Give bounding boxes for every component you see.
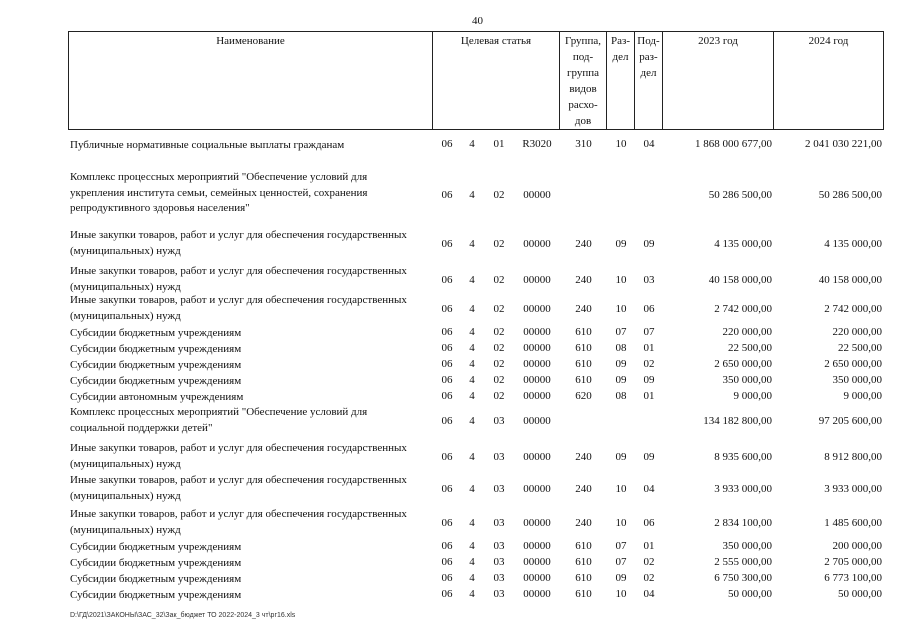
row-c3: 02 <box>493 189 505 201</box>
row-c2: 4 <box>469 138 475 150</box>
row-grp: 240 <box>575 451 592 463</box>
row-c4: 00000 <box>523 342 551 354</box>
row-name: Иные закупки товаров, работ и услуг для обеспечения государственных (муниципальных) нужд <box>70 294 407 322</box>
row-c4: 00000 <box>523 274 551 286</box>
header-section-line: дел <box>612 51 629 63</box>
row-sec: 09 <box>615 572 627 584</box>
row-name: Субсидии бюджетным учреждениям <box>70 359 242 371</box>
row-grp: 240 <box>575 274 592 286</box>
row-v2023: 40 158 000,00 <box>708 274 772 286</box>
table-row <box>68 556 884 572</box>
row-c1: 06 <box>441 483 453 495</box>
row-grp: 610 <box>575 540 592 552</box>
row-c2: 4 <box>469 483 475 495</box>
row-sub: 01 <box>643 390 655 402</box>
row-c2: 4 <box>469 303 475 315</box>
table-row <box>68 326 884 342</box>
row-grp: 610 <box>575 572 592 584</box>
header-subsection-line: дел <box>640 67 657 79</box>
row-name: Субсидии бюджетным учреждениям <box>70 557 242 569</box>
row-c3: 02 <box>493 238 505 250</box>
row-c1: 06 <box>441 572 453 584</box>
row-c4: 00000 <box>523 540 551 552</box>
row-c2: 4 <box>469 517 475 529</box>
row-c3: 03 <box>493 572 505 584</box>
row-v2023: 2 742 000,00 <box>714 303 772 315</box>
row-grp: 610 <box>575 588 592 600</box>
row-c1: 06 <box>441 556 453 568</box>
row-c1: 06 <box>441 238 453 250</box>
row-v2024: 3 933 000,00 <box>824 483 882 495</box>
row-sub: 04 <box>643 588 655 600</box>
row-name: Иные закупки товаров, работ и услуг для обеспечения государственных (муниципальных) нужд <box>70 265 407 293</box>
table-row <box>68 508 884 540</box>
row-v2023: 3 933 000,00 <box>714 483 772 495</box>
row-v2024: 97 205 600,00 <box>818 415 882 427</box>
row-v2023: 8 935 600,00 <box>714 451 772 463</box>
header-target <box>433 32 560 129</box>
row-v2023: 2 555 000,00 <box>714 556 772 568</box>
row-c1: 06 <box>441 517 453 529</box>
row-c3: 03 <box>493 540 505 552</box>
row-v2023: 6 750 300,00 <box>714 572 772 584</box>
row-sec: 09 <box>615 374 627 386</box>
row-v2024: 22 500,00 <box>838 342 882 354</box>
row-v2024: 350 000,00 <box>832 374 882 386</box>
row-c3: 03 <box>493 483 505 495</box>
row-c1: 06 <box>441 540 453 552</box>
page-number: 40 <box>472 15 483 27</box>
table-row <box>68 342 884 358</box>
row-name: Субсидии бюджетным учреждениям <box>70 589 242 601</box>
table-row <box>68 358 884 374</box>
row-sec: 08 <box>615 342 627 354</box>
row-sec: 07 <box>615 326 627 338</box>
row-c4: 00000 <box>523 326 551 338</box>
row-sec: 10 <box>615 483 627 495</box>
row-c2: 4 <box>469 556 475 568</box>
row-name: Субсидии бюджетным учреждениям <box>70 573 242 585</box>
row-c4: 00000 <box>523 238 551 250</box>
header-subsection-line: раз- <box>639 51 658 63</box>
row-c4: R3020 <box>522 138 552 150</box>
row-c2: 4 <box>469 390 475 402</box>
header-group-line: группа <box>566 67 600 79</box>
row-grp: 240 <box>575 483 592 495</box>
table-row <box>68 474 884 506</box>
row-sec: 10 <box>615 588 627 600</box>
row-v2023: 350 000,00 <box>722 540 772 552</box>
row-name: Субсидии бюджетным учреждениям <box>70 327 242 339</box>
row-c3: 03 <box>493 588 505 600</box>
row-c4: 00000 <box>523 451 551 463</box>
header-section-line: Раз- <box>610 35 630 47</box>
row-sec: 10 <box>615 303 627 315</box>
row-v2023: 134 182 800,00 <box>703 415 772 427</box>
row-sub: 07 <box>643 326 655 338</box>
header-section <box>607 32 635 129</box>
row-c4: 00000 <box>523 588 551 600</box>
row-c1: 06 <box>441 374 453 386</box>
row-v2023: 9 000,00 <box>733 390 772 402</box>
row-c2: 4 <box>469 326 475 338</box>
row-c2: 4 <box>469 274 475 286</box>
row-v2024: 1 485 600,00 <box>824 517 882 529</box>
row-sub: 04 <box>643 483 655 495</box>
header-name <box>68 32 433 129</box>
row-sec: 10 <box>615 517 627 529</box>
row-sub: 03 <box>643 274 655 286</box>
row-sub: 06 <box>643 303 655 315</box>
row-c3: 02 <box>493 303 505 315</box>
row-c4: 00000 <box>523 374 551 386</box>
table-row <box>68 138 884 154</box>
row-name: Публичные нормативные социальные выплаты гражданам <box>70 139 345 151</box>
row-c1: 06 <box>441 451 453 463</box>
row-v2024: 40 158 000,00 <box>818 274 882 286</box>
row-name: Субсидии бюджетным учреждениям <box>70 343 242 355</box>
row-v2024: 2 650 000,00 <box>824 358 882 370</box>
header-group-line: видов <box>569 83 597 95</box>
row-name: Субсидии бюджетным учреждениям <box>70 541 242 553</box>
row-sub: 01 <box>643 342 655 354</box>
row-name: Комплекс процессных мероприятий "Обеспечение условий для укрепления института семьи, семейных ценностей, сохранения репродуктивного здоровья населения" <box>70 171 368 214</box>
header-group <box>560 32 607 129</box>
row-c1: 06 <box>441 588 453 600</box>
row-c3: 03 <box>493 415 505 427</box>
table-row <box>68 572 884 588</box>
table-row <box>68 171 884 221</box>
row-c3: 02 <box>493 274 505 286</box>
row-c1: 06 <box>441 358 453 370</box>
row-v2024: 50 000,00 <box>838 588 882 600</box>
row-c4: 00000 <box>523 303 551 315</box>
row-v2024: 2 742 000,00 <box>824 303 882 315</box>
row-name: Комплекс процессных мероприятий "Обеспечение условий для социальной поддержки детей" <box>70 406 368 434</box>
header-subsection-line: Под- <box>637 35 660 47</box>
row-sec: 07 <box>615 540 627 552</box>
header-group-line: дов <box>574 115 592 127</box>
row-c1: 06 <box>441 189 453 201</box>
row-c2: 4 <box>469 572 475 584</box>
row-c1: 06 <box>441 274 453 286</box>
row-grp: 610 <box>575 374 592 386</box>
row-v2024: 50 286 500,00 <box>818 189 882 201</box>
row-c4: 00000 <box>523 556 551 568</box>
table-row <box>68 540 884 556</box>
header-group-line: под- <box>572 51 594 63</box>
row-c3: 02 <box>493 358 505 370</box>
row-c2: 4 <box>469 374 475 386</box>
header-subsection <box>635 32 663 129</box>
row-grp: 240 <box>575 303 592 315</box>
row-c4: 00000 <box>523 483 551 495</box>
header-group-line: расхо- <box>568 99 598 111</box>
row-c3: 03 <box>493 451 505 463</box>
row-c3: 02 <box>493 390 505 402</box>
row-c3: 02 <box>493 326 505 338</box>
row-v2023: 4 135 000,00 <box>714 238 772 250</box>
row-name: Субсидии автономным учреждениям <box>70 391 244 403</box>
row-sec: 10 <box>615 274 627 286</box>
row-name: Иные закупки товаров, работ и услуг для обеспечения государственных (муниципальных) нужд <box>70 442 407 470</box>
row-v2024: 200 000,00 <box>832 540 882 552</box>
row-c4: 00000 <box>523 415 551 427</box>
row-sub: 09 <box>643 374 655 386</box>
row-v2023: 1 868 000 677,00 <box>695 138 772 150</box>
header-2024-label: 2024 год <box>808 35 849 47</box>
row-sec: 09 <box>615 238 627 250</box>
row-c3: 03 <box>493 556 505 568</box>
row-grp: 610 <box>575 342 592 354</box>
row-v2024: 2 705 000,00 <box>824 556 882 568</box>
row-c2: 4 <box>469 415 475 427</box>
row-v2023: 350 000,00 <box>722 374 772 386</box>
table-row <box>68 588 884 604</box>
table-header <box>68 31 884 130</box>
row-c1: 06 <box>441 138 453 150</box>
row-sub: 02 <box>643 556 655 568</box>
row-sub: 02 <box>643 358 655 370</box>
row-c2: 4 <box>469 588 475 600</box>
row-sub: 01 <box>643 540 655 552</box>
row-c2: 4 <box>469 342 475 354</box>
header-2024 <box>774 32 884 129</box>
row-c2: 4 <box>469 358 475 370</box>
row-c4: 00000 <box>523 517 551 529</box>
row-c1: 06 <box>441 342 453 354</box>
row-sec: 10 <box>615 138 627 150</box>
row-c4: 00000 <box>523 572 551 584</box>
row-grp: 240 <box>575 517 592 529</box>
row-c1: 06 <box>441 390 453 402</box>
row-v2024: 6 773 100,00 <box>824 572 882 584</box>
row-sec: 07 <box>615 556 627 568</box>
table-row <box>68 374 884 390</box>
row-grp: 240 <box>575 238 592 250</box>
row-grp: 610 <box>575 326 592 338</box>
header-group-line: Группа, <box>565 35 601 47</box>
table-row <box>68 442 884 474</box>
row-v2024: 4 135 000,00 <box>824 238 882 250</box>
row-v2023: 50 000,00 <box>728 588 772 600</box>
row-c3: 02 <box>493 374 505 386</box>
row-c3: 02 <box>493 342 505 354</box>
row-c3: 03 <box>493 517 505 529</box>
row-sub: 09 <box>643 451 655 463</box>
row-c2: 4 <box>469 451 475 463</box>
row-sub: 06 <box>643 517 655 529</box>
row-sub: 09 <box>643 238 655 250</box>
row-c2: 4 <box>469 540 475 552</box>
row-grp: 310 <box>575 138 592 150</box>
row-grp: 610 <box>575 556 592 568</box>
row-name: Субсидии бюджетным учреждениям <box>70 375 242 387</box>
row-sec: 08 <box>615 390 627 402</box>
header-2023 <box>663 32 774 129</box>
row-name: Иные закупки товаров, работ и услуг для обеспечения государственных (муниципальных) нужд <box>70 229 407 257</box>
row-c1: 06 <box>441 326 453 338</box>
row-v2024: 8 912 800,00 <box>824 451 882 463</box>
row-grp: 620 <box>575 390 592 402</box>
row-c4: 00000 <box>523 189 551 201</box>
row-name: Иные закупки товаров, работ и услуг для обеспечения государственных (муниципальных) нужд <box>70 508 407 536</box>
row-v2024: 2 041 030 221,00 <box>805 138 882 150</box>
row-sec: 09 <box>615 358 627 370</box>
header-target-label: Целевая статья <box>460 35 532 47</box>
row-name: Иные закупки товаров, работ и услуг для обеспечения государственных (муниципальных) нужд <box>70 474 407 502</box>
row-c4: 00000 <box>523 358 551 370</box>
row-v2023: 50 286 500,00 <box>708 189 772 201</box>
row-sec: 09 <box>615 451 627 463</box>
row-v2023: 220 000,00 <box>722 326 772 338</box>
row-v2024: 220 000,00 <box>832 326 882 338</box>
row-v2024: 9 000,00 <box>843 390 882 402</box>
header-name-label: Наименование <box>216 35 285 47</box>
file-path-footer: D:\ГД\2021\ЗАКОНЫ\ЗАС_32\Зак_бюджет ТО 2022-2024_3 чт\рг16.xls <box>70 612 296 619</box>
row-c1: 06 <box>441 303 453 315</box>
table-row <box>68 229 884 261</box>
header-2023-label: 2023 год <box>698 35 738 47</box>
row-v2023: 22 500,00 <box>728 342 772 354</box>
row-v2023: 2 834 100,00 <box>714 517 772 529</box>
row-c4: 00000 <box>523 390 551 402</box>
row-sub: 04 <box>643 138 655 150</box>
row-c2: 4 <box>469 189 475 201</box>
row-c1: 06 <box>441 415 453 427</box>
row-c2: 4 <box>469 238 475 250</box>
table-row <box>68 390 884 406</box>
row-c3: 01 <box>493 138 505 150</box>
row-grp: 610 <box>575 358 592 370</box>
table-row <box>68 406 884 438</box>
row-v2023: 2 650 000,00 <box>714 358 772 370</box>
table-row <box>68 294 884 326</box>
row-sub: 02 <box>643 572 655 584</box>
